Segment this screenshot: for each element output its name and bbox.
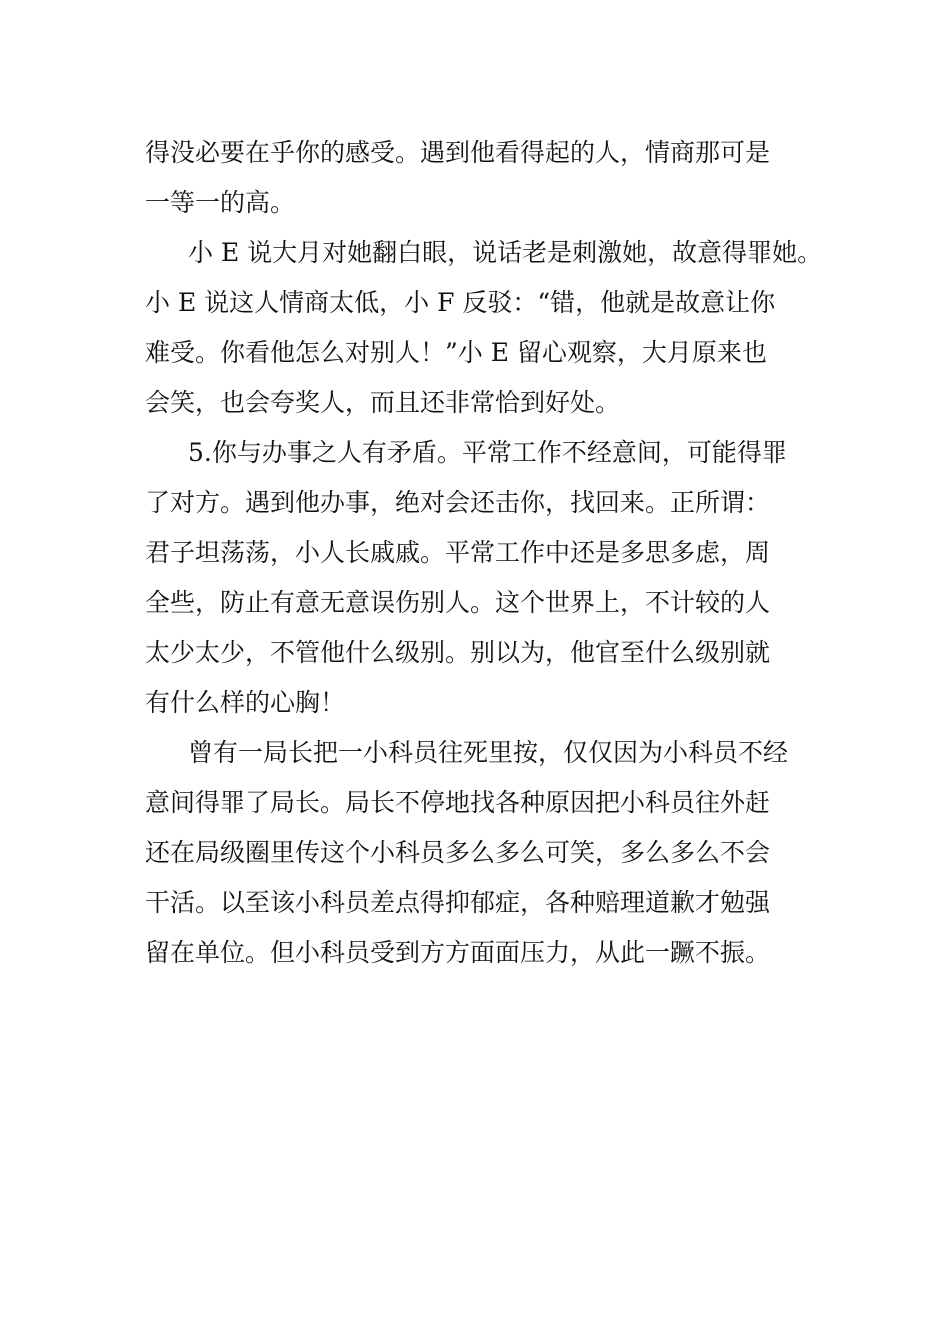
document-body bbox=[145, 128, 825, 978]
text-line: 有什么样的心胸！ bbox=[145, 688, 346, 717]
text-line: 留在单位。但小科员受到方方面面压力，从此一蹶不振。 bbox=[145, 938, 771, 967]
text-line: 还在局级圈里传这个小科员多么多么可笑，多么多么不会 bbox=[145, 838, 771, 867]
text-line: 曾有一局长把一小科员往死里按，仅仅因为小科员不经 bbox=[188, 738, 789, 767]
text-line: 难受。你看他怎么对别人！”小 E 留心观察，大月原来也 bbox=[145, 338, 767, 367]
text-line: 了对方。遇到他办事，绝对会还击你，找回来。正所谓： bbox=[145, 488, 771, 517]
text-line: 君子坦荡荡，小人长戚戚。平常工作中还是多思多虑，周 bbox=[145, 538, 771, 567]
text-line: 5.你与办事之人有矛盾。平常工作不经意间，可能得罪 bbox=[188, 438, 787, 467]
text-line: 得没必要在乎你的感受。遇到他看得起的人，情商那可是 bbox=[145, 138, 771, 167]
text-line: 一等一的高。 bbox=[145, 188, 296, 217]
text-line: 小 E 说大月对她翻白眼，说话老是刺激她，故意得罪她。 bbox=[188, 238, 823, 267]
text-line: 会笑，也会夸奖人，而且还非常恰到好处。 bbox=[145, 388, 621, 417]
text-line: 太少太少，不管他什么级别。别以为，他官至什么级别就 bbox=[145, 638, 771, 667]
text-line: 意间得罪了局长。局长不停地找各种原因把小科员往外赶 bbox=[145, 788, 771, 817]
text-line: 小 E 说这人情商太低，小 F 反驳：“错，他就是故意让你 bbox=[145, 288, 776, 317]
text-line: 全些，防止有意无意误伤别人。这个世界上，不计较的人 bbox=[145, 588, 771, 617]
text-line: 干活。以至该小科员差点得抑郁症，各种赔理道歉才勉强 bbox=[145, 888, 771, 917]
